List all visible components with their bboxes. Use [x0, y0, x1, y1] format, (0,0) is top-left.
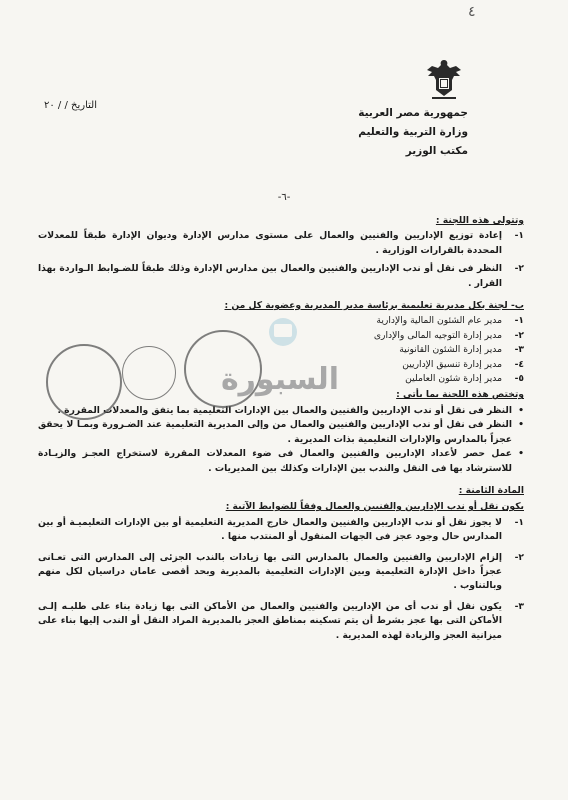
article-subheading: يكون نقل أو ندب الإداريين والفنيين والعمال وفقاً للضوابط الآتية :: [225, 501, 524, 513]
eagle-emblem-icon: [424, 56, 464, 102]
bullet-item: • عمل حصر لأعداد الإداريين والفنيين والعمال فى ضوء المعدلات المقررة لاستخراج العجـز والزيـادة للاسترشاد بها فى النقل والندب بين الإدارات وكذلك بين المديريات .: [38, 448, 524, 474]
member-item: ٣- مدير إدارة الشئون القانونية: [399, 344, 524, 356]
watermark-text: السبورة: [220, 362, 340, 397]
member-item: ٥- مدير إدارة شئون العاملين: [405, 373, 524, 385]
member-item: ٤- مدير إدارة تنسيق الإداريين: [402, 358, 524, 370]
document-body: [38, 212, 524, 643]
date-field: التاريخ / / ٢٠: [44, 100, 97, 111]
list-item: ٢- النظر فى نقل أو ندب الإداريين والفنيين والعمال بين مدارس الإدارة وذلك طبقاً للضـوابط الـواردة بهذا القرار .: [38, 263, 524, 289]
list-item: ١- إعادة توزيع الإداريين والفنيين والعمال على مستوى مدارس الإدارة وديوان الإدارة طبقاً للمعدلات المحددة بالقرارات الوزارية .: [38, 230, 524, 256]
rule-item: ٣- يكون نقل أو ندب أى من الإداريين والفنيين والعمال من الأماكن التى بها زيادة بناء على طلبـه إلـى الأماكن التى بها عجز بشرط أن يتم تسكينه بمناطق العجز بالمديرية المراد النقل أو الندب إليها بناء على ميزانية العجز والزيادة لهذه المديرية .: [38, 600, 524, 641]
official-seal-stamp: [46, 344, 122, 420]
bullet-item: • النظر فى نقل أو ندب الإداريين والفنيين والعمال من وإلى المديرية التعليمية عند الضـرورة وبمـا لا يحقق عجزاً بالمدارس والإدارات التعليمية بذات المديرية .: [38, 419, 524, 445]
corner-mark: ٤: [468, 4, 476, 20]
committee-tasks-heading: وتتولى هذه اللجنة :: [435, 215, 524, 226]
page-number: -٦-: [277, 192, 291, 203]
member-item: ١- مدير عام الشئون المالية والإدارية: [376, 315, 524, 327]
republic-name: جمهورية مصر العربية: [358, 107, 468, 119]
member-item: ٢- مدير إدارة التوجيه المالى والإدارى: [373, 329, 524, 341]
rule-item: ٢- إلزام الإداريين والفنيين والعمال بالمدارس التى بها زيادات بالندب الجزئى إلى المدارس التى تعـانى عجزاً داخل الإدارة التعليمية وبين الإدارات التعليمية بالمديرية وبحد أقصى عامان دراسيان لكل منهم وبالتناوب .: [38, 551, 524, 592]
official-seal-stamp: [122, 346, 176, 400]
article-heading: المادة الثامنة :: [458, 484, 524, 496]
rule-item: ١- لا يجوز نقل أو ندب الإداريين والفنيين والعمال خارج المديرية التعليمية أو بين الإدارات التعليميـة أو بين المدارس حال وجود عجز فى الجهات المنقول أو المنتدب منها .: [38, 516, 524, 543]
letterhead: [348, 104, 468, 161]
office-name: مكتب الوزير: [405, 145, 468, 157]
directorate-tasks-heading: وتختص هذه اللجنة بما يأتى :: [396, 389, 524, 401]
ministry-name: وزارة التربية والتعليم: [358, 126, 468, 138]
bullet-item: • النظر فى نقل أو ندب الإداريين والفنيين والعمال بين الإدارات التعليمية بما يتفق والمعدلات المقررة .: [57, 404, 524, 416]
directorate-committee-heading: ب- لجنة بكل مديرية تعليمية برئاسة مدير المديرية وعضوية كل من :: [224, 300, 524, 312]
